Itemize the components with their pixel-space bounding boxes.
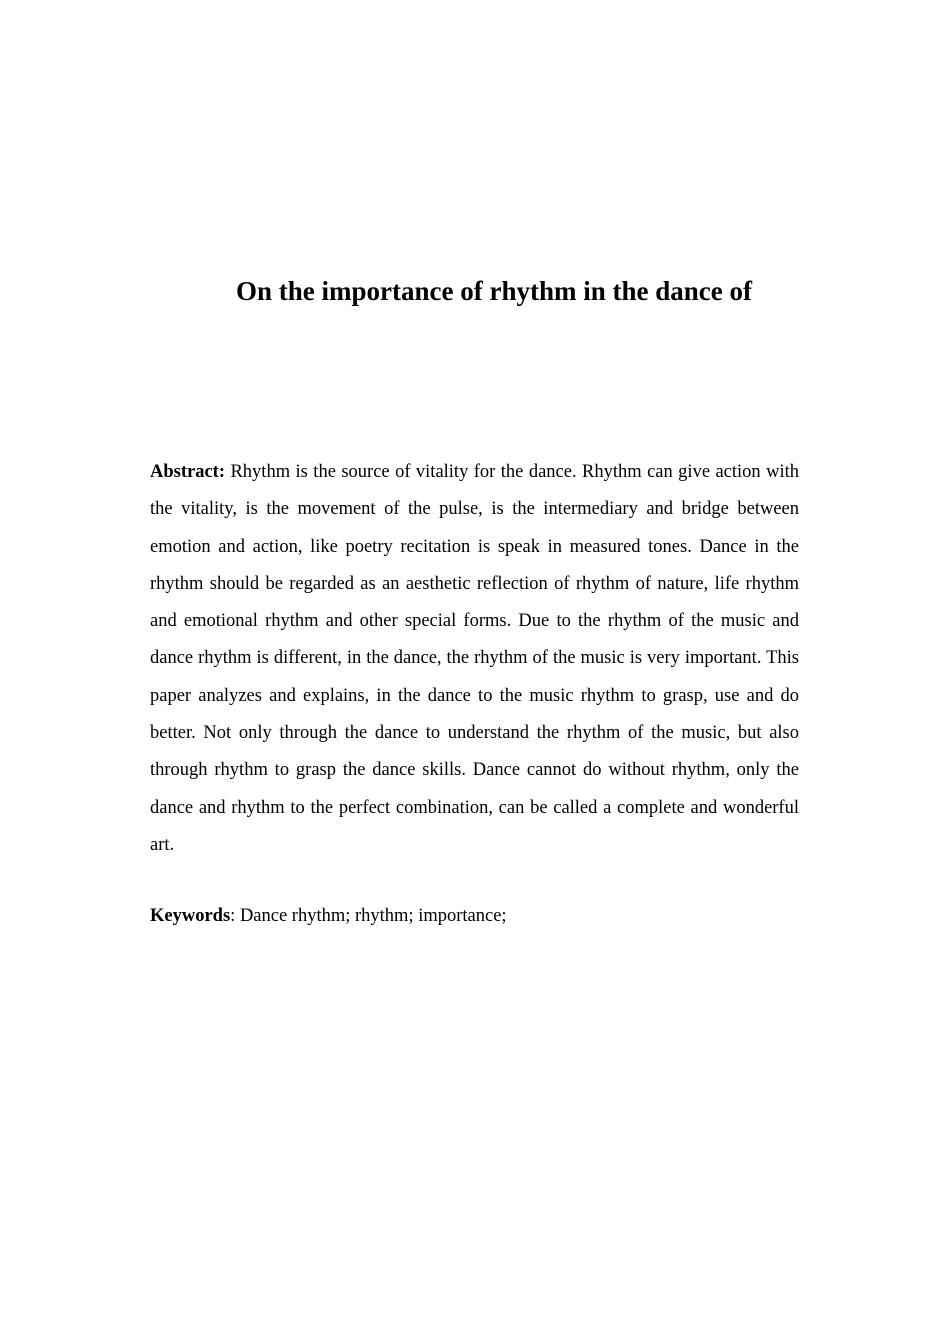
keywords-line xyxy=(150,898,799,935)
abstract-text: Rhythm is the source of vitality for the dance. Rhythm can give action with the vitality, is the movement of the pulse, is the intermediary and bridge between emotion and action, like poetry recitation is speak in measured tones. Dance in the rhythm should be regarded as an aesthetic reflection of rhythm of nature, life rhythm and emotional rhythm and other special forms. Due to the rhythm of the music and dance rhythm is different, in the dance, the rhythm of the music is very important. This paper analyzes and explains, in the dance to the music rhythm to grasp, use and do better. Not only through the dance to understand the rhythm of the music, but also through rhythm to grasp the dance skills. Dance cannot do without rhythm, only the dance and rhythm to the perfect combination, can be called a complete and wonderful art. xyxy=(150,462,799,855)
abstract-paragraph xyxy=(150,454,799,864)
abstract-label: Abstract: xyxy=(150,462,226,482)
keywords-separator: : xyxy=(230,906,236,926)
paper-title: On the importance of rhythm in the dance of xyxy=(236,276,752,306)
keywords-label: Keywords xyxy=(150,906,231,926)
keywords-text: Dance rhythm; rhythm; importance; xyxy=(239,906,507,926)
